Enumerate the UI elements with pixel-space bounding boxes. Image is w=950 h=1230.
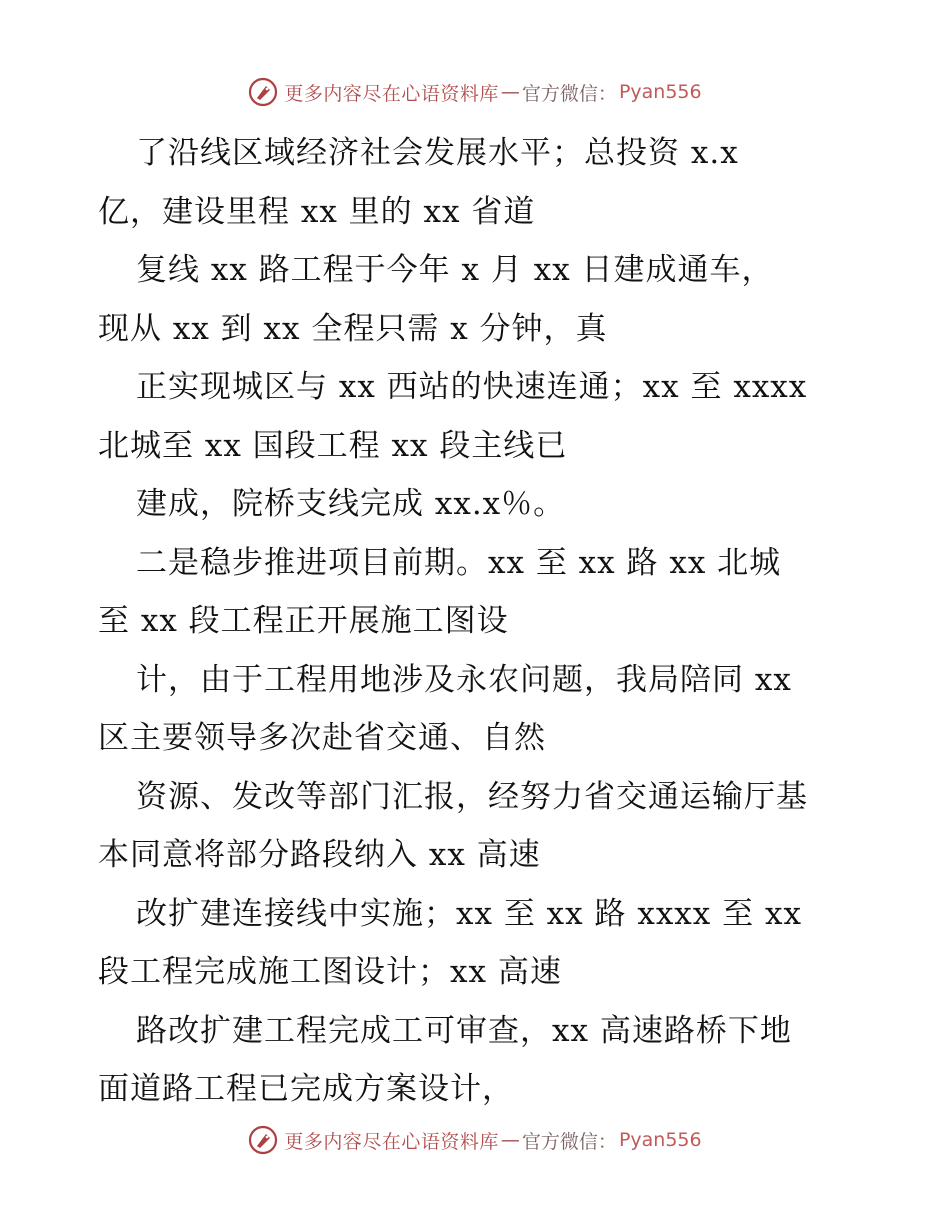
body-line: 正实现城区与 xx 西站的快速连通；xx 至 xxxx	[136, 369, 808, 405]
body-line: 二是稳步推进项目前期。xx 至 xx 路 xx 北城	[136, 544, 782, 581]
body-line: 区主要领导多次赴省交通、自然	[98, 720, 546, 756]
body-line: 现从 xx 到 xx 全程只需 x 分钟，真	[98, 310, 608, 347]
watermark-label: 官方微信：	[521, 1130, 617, 1153]
pen-nib-logo-icon	[248, 77, 278, 107]
watermark-site-text: 更多内容尽在心语资料库	[284, 1130, 499, 1153]
body-line: 资源、发改等部门汇报，经努力省交通运输厅基	[136, 778, 808, 815]
body-line: 段工程完成施工图设计；xx 高速	[98, 954, 562, 990]
watermark-label: 官方微信：	[521, 82, 617, 105]
watermark-site-text: 更多内容尽在心语资料库	[284, 82, 499, 105]
body-line: 北城至 xx 国段工程 xx 段主线已	[98, 427, 568, 464]
body-line: 了沿线区域经济社会发展水平；总投资 x.x	[136, 135, 739, 171]
body-line: 复线 xx 路工程于今年 x 月 xx 日建成通车，	[136, 252, 774, 288]
watermark-dash: —	[500, 1129, 520, 1151]
watermark-dash: —	[500, 81, 520, 103]
body-line: 至 xx 段工程正开展施工图设	[98, 603, 509, 639]
document-body	[98, 124, 858, 1119]
watermark-wechat-id: Pyan556	[618, 81, 702, 103]
body-line: 本同意将部分路段纳入 xx 高速	[98, 837, 541, 873]
watermark-wechat-id: Pyan556	[618, 1129, 702, 1151]
pen-nib-logo-icon	[248, 1125, 278, 1155]
body-line: 改扩建连接线中实施；xx 至 xx 路 xxxx 至 xx	[136, 895, 802, 932]
body-line: 计，由于工程用地涉及永农问题，我局陪同 xx	[136, 661, 792, 698]
header-watermark	[0, 72, 950, 112]
body-line: 亿，建设里程 xx 里的 xx 省道	[98, 193, 536, 230]
body-line: 建成，院桥支线完成 xx.x％。	[136, 486, 566, 522]
body-line: 路改扩建工程完成工可审查，xx 高速路桥下地	[136, 1012, 792, 1049]
footer-watermark	[0, 1120, 950, 1160]
body-line: 面道路工程已完成方案设计，	[98, 1071, 514, 1107]
